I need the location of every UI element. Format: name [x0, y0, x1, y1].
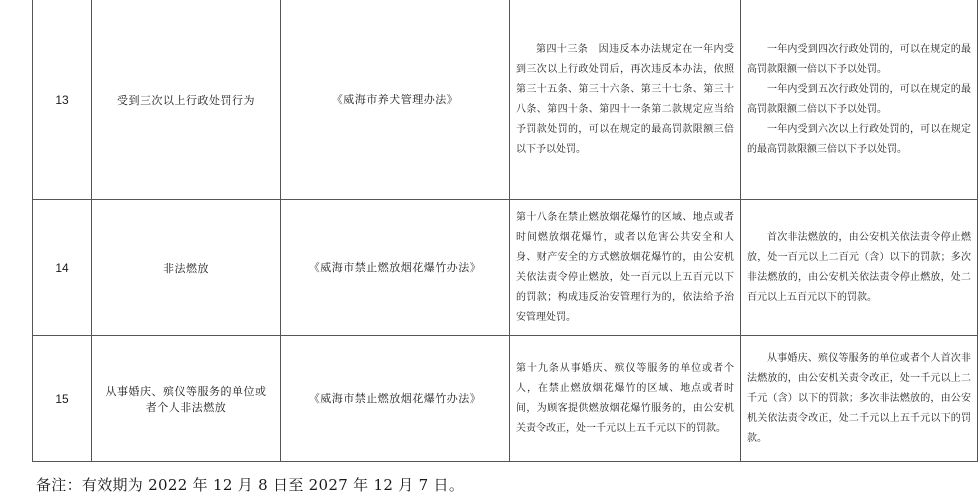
- row-number: 15: [33, 336, 92, 462]
- standard-paragraph: 首次非法燃放的，由公安机关依法责令停止燃放，处一百元以上二百元（含）以下的罚款；多次非法燃放的，由公安机关依法责令停止燃放，处二百元以上五百元以下的罚款。: [747, 231, 971, 303]
- standard-paragraph: 从事婚庆、殡仪等服务的单位或者个人首次非法燃放的，由公安机关责令改正，处一千元以上二千元（含）以下的罚款；多次非法燃放的，由公安机关依法责令改正，处二千元以上五千元以下的罚款。: [747, 352, 971, 444]
- table-row: [33, 336, 978, 462]
- validity-note: 备注：有效期为 2022 年 12 月 8 日至 2027 年 12 月 7 日。: [36, 476, 465, 494]
- standard-paragraph: 一年内受到六次以上行政处罚的，可以在规定的最高罚款限额三倍以下予以处罚。: [747, 123, 971, 155]
- legal-source-cell: 《威海市禁止燃放烟花爆竹办法》: [281, 336, 510, 462]
- row-number: 14: [33, 200, 92, 336]
- legal-basis-cell: 第十八条在禁止燃放烟花爆竹的区域、地点或者时间燃放烟花爆竹，或者以危害公共安全和人身、财产安全的方式燃放烟花爆竹的，由公安机关依法责令停止燃放，处一百元以上五百元以下的罚款；构成违反治安管理行为的，依法给予治安管理处罚。: [510, 200, 741, 336]
- legal-basis-cell: 第四十三条 因违反本办法规定在一年内受到三次以上行政处罚后，再次违反本办法，依照第三十五条、第三十六条、第三十七条、第三十八条、第四十条、第四十一条第二款规定应当给予罚款处罚的，可以在规定的最高罚款限额三倍以下予以处罚。: [510, 0, 741, 200]
- legal-basis-cell: 第十九条从事婚庆、殡仪等服务的单位或者个人，在禁止燃放烟花爆竹的区域、地点或者时间，为顾客提供燃放烟花爆竹服务的，由公安机关责令改正，处一千元以上五千元以下的罚款。: [510, 336, 741, 462]
- legal-source-cell: 《威海市养犬管理办法》: [281, 0, 510, 200]
- illegal-act-cell: 非法燃放: [92, 200, 281, 336]
- table-row: [33, 200, 978, 336]
- table-row: [33, 0, 978, 200]
- standard-paragraph: 一年内受到四次行政处罚的，可以在规定的最高罚款限额一倍以下予以处罚。: [747, 43, 971, 75]
- illegal-act-cell: 从事婚庆、殡仪等服务的单位或者个人非法燃放: [92, 336, 281, 462]
- discretion-standard-cell: [741, 336, 978, 462]
- penalty-standards-table: [32, 0, 978, 462]
- row-number: 13: [33, 0, 92, 200]
- standard-paragraph: 一年内受到五次行政处罚的，可以在规定的最高罚款限额二倍以下予以处罚。: [747, 83, 971, 115]
- legal-source-cell: 《威海市禁止燃放烟花爆竹办法》: [281, 200, 510, 336]
- illegal-act-cell: 受到三次以上行政处罚行为: [92, 0, 281, 200]
- discretion-standard-cell: [741, 0, 978, 200]
- discretion-standard-cell: [741, 200, 978, 336]
